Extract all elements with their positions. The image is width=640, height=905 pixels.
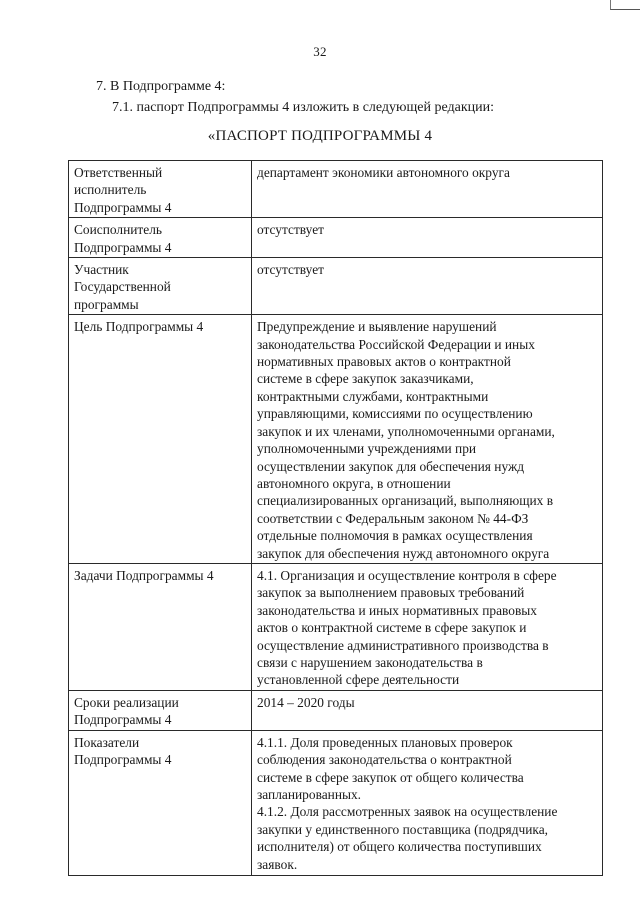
row-label: Участник Государственной программы: [74, 262, 171, 312]
row-value-cell: [252, 690, 603, 730]
table-row: [69, 258, 603, 315]
row-value-cell: [252, 218, 603, 258]
row-value: Предупреждение и выявление нарушений законодательства Российской Федерации и иных нормативных правовых актов о контрактной системе в сфере закупок заказчиками, контрактными службами, контрактными управляющими, комиссиями по осуществлению закупок и их членами, уполномоченными органами, уполномоченными учреждениями при осуществлении закупок для обеспечения нужд автономного округа, в отношении специализированных организаций, выполняющих в соответствии с Федеральным законом № 44-ФЗ отдельные полномочия в рамках осуществления закупок для обеспечения нужд автономного округа: [257, 319, 555, 561]
table-row: [69, 690, 603, 730]
row-label: Цель Подпрограммы 4: [74, 319, 204, 335]
row-value: отсутствует: [257, 222, 324, 238]
row-value-cell: [252, 563, 603, 690]
row-label-cell: [69, 690, 252, 730]
row-value: департамент экономики автономного округа: [257, 165, 510, 180]
passport-table: [68, 160, 603, 876]
row-value: отсутствует: [257, 262, 324, 278]
row-label: Соисполнитель Подпрограммы 4: [74, 222, 172, 255]
row-value-cell: [252, 161, 603, 218]
intro-line-1: 7. В Подпрограмме 4:: [96, 79, 226, 94]
row-value: 2014 – 2020 годы: [257, 694, 355, 710]
row-value-cell: [252, 730, 603, 875]
row-value-cell: [252, 315, 603, 564]
table-row: [69, 730, 603, 875]
row-label-cell: [69, 258, 252, 315]
row-label-cell: [69, 730, 252, 875]
row-label-cell: [69, 563, 252, 690]
page-number: 32: [313, 44, 327, 59]
intro-block: [96, 76, 576, 118]
passport-title: «ПАСПОРТ ПОДПРОГРАММЫ 4: [207, 128, 433, 144]
row-label-cell: [69, 218, 252, 258]
scan-edge-mark: [610, 0, 640, 10]
row-value: 4.1. Организация и осуществление контроля в сфере закупок за выполнением правовых требований законодательства и иных нормативных правовых актов о контрактной системе в сфере закупок и осуществление административного производства в связи с нарушением законодательства в установленной сфере деятельности: [257, 567, 557, 688]
table-row: [69, 161, 603, 218]
row-label: Задачи Подпрограммы 4: [74, 567, 214, 583]
intro-line-2: 7.1. паспорт Подпрограммы 4 изложить в следующей редакции:: [112, 100, 495, 115]
row-label: Сроки реализации Подпрограммы 4: [74, 694, 179, 728]
table-row: [69, 218, 603, 258]
row-value: 4.1.1. Доля проведенных плановых проверок соблюдения законодательства о контрактной системе в сфере закупок от общего количества запланированных. 4.1.2. Доля рассмотренных заявок на осуществление закупки у единственного поставщика (подрядчика, исполнителя) от общего количества поступивших заявок.: [257, 734, 558, 872]
row-value-cell: [252, 258, 603, 315]
row-label: Ответственный исполнитель Подпрограммы 4: [74, 165, 172, 215]
row-label: Показатели Подпрограммы 4: [74, 734, 172, 768]
row-label-cell: [69, 161, 252, 218]
table-row: [69, 315, 603, 564]
table-row: [69, 563, 603, 690]
row-label-cell: [69, 315, 252, 564]
